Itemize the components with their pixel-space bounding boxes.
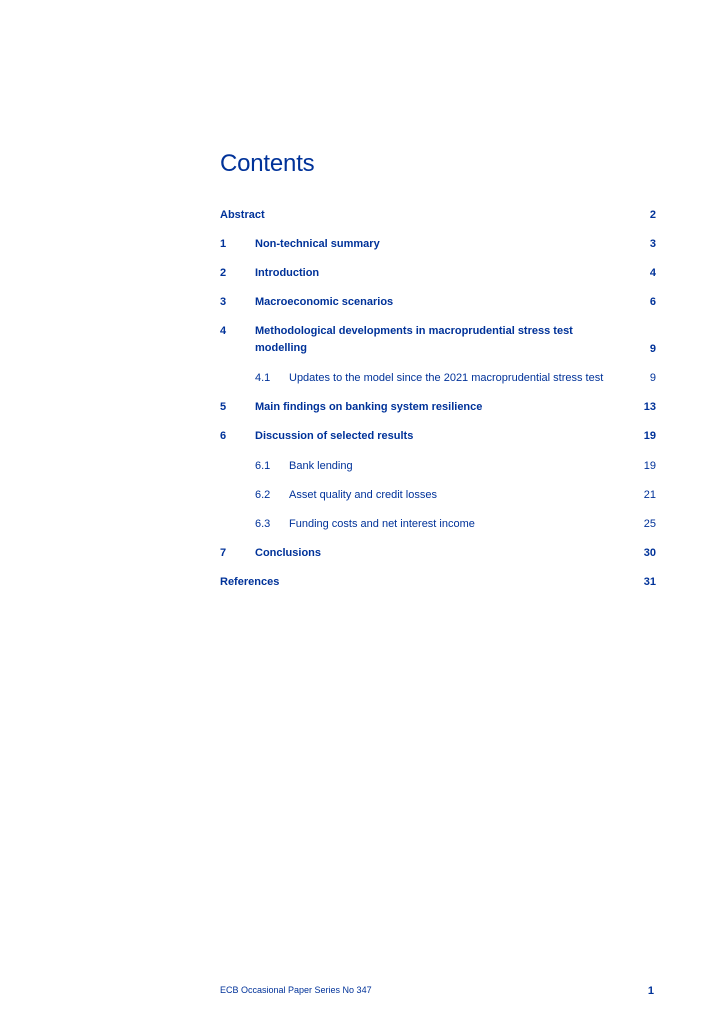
toc-entry-number: 4 [220, 325, 227, 337]
toc-entry-label: Introduction [255, 267, 320, 279]
toc-entry-page: 19 [643, 460, 656, 472]
toc-entry-number: 7 [220, 547, 227, 559]
toc-entry-4[interactable] [220, 323, 656, 363]
toc-entry-number: 4.1 [255, 372, 271, 384]
toc-entry-label: Macroeconomic scenarios [255, 296, 394, 308]
toc-entry-page: 13 [643, 401, 656, 413]
toc-entry-label: Funding costs and net interest income [289, 518, 475, 530]
toc-entry-page: 3 [649, 238, 656, 250]
toc-entry-page: 25 [643, 518, 656, 530]
toc-entry-label: Bank lending [289, 460, 353, 472]
toc-entry-number: 3 [220, 296, 227, 308]
toc-entry-label: Discussion of selected results [255, 430, 414, 442]
toc-entry-label: References [220, 576, 280, 588]
toc-entry-label: Non-technical summary [255, 238, 380, 250]
toc-entry-page: 2 [649, 209, 656, 221]
toc-entry-label: Conclusions [255, 547, 322, 559]
toc-entry-number: 1 [220, 238, 227, 250]
toc-entry-page: 19 [643, 430, 656, 442]
toc-entry-number: 6.2 [255, 489, 271, 501]
toc-entry-label-line1: Methodological developments in macroprudential stress test [255, 325, 573, 337]
page-title: Contents [220, 150, 315, 177]
toc-entry-label-line2: modelling [255, 342, 307, 354]
toc-entry-label: Updates to the model since the 2021 macroprudential stress test [289, 372, 604, 384]
toc-entry-page: 9 [649, 343, 656, 355]
toc-entry-label: Main findings on banking system resilience [255, 401, 483, 413]
toc-entry-page: 6 [649, 296, 656, 308]
toc-entry-number: 6.1 [255, 460, 271, 472]
toc-entry-number: 2 [220, 267, 227, 279]
toc-entry-number: 6 [220, 430, 227, 442]
toc-entry-page: 31 [643, 576, 656, 588]
toc-entry-page: 9 [649, 372, 656, 384]
toc-entry-number: 5 [220, 401, 227, 413]
toc-entry-number: 6.3 [255, 518, 271, 530]
toc-entry-page: 21 [643, 489, 656, 501]
footer-series-title: ECB Occasional Paper Series No 347 [220, 985, 372, 995]
toc-entry-label [255, 323, 625, 357]
toc-entry-page: 4 [649, 267, 656, 279]
toc-entry-page: 30 [643, 547, 656, 559]
toc-entry-label: Asset quality and credit losses [289, 489, 437, 501]
toc-entry-label: Abstract [220, 209, 265, 221]
footer-page-number: 1 [647, 985, 654, 997]
